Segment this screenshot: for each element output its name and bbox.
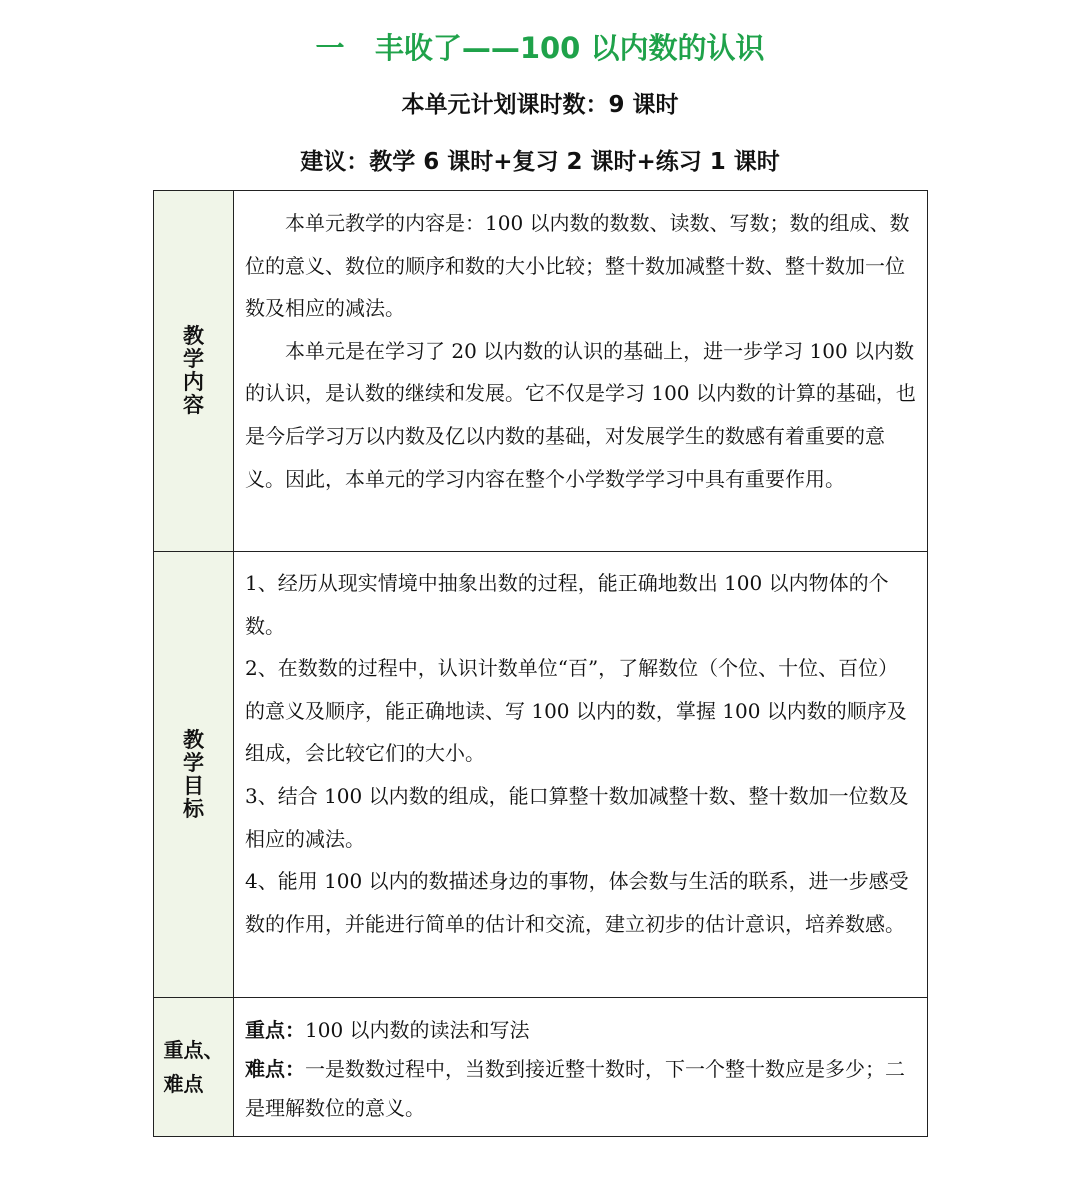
row-label-key-difficult [164, 1033, 224, 1101]
label-cell-keys [154, 998, 234, 1137]
goal-item-1: 1、经历从现实情境中抽象出数的过程，能正确地数出 100 以内物体的个数。 [245, 571, 889, 638]
keys-cell [234, 998, 928, 1137]
content-paragraph-1: 本单元教学的内容是：100 以内数的数数、读数、写数；数的组成、数位的意义、数位的顺序和数的大小比较；整十数加减整十数、整十数加一位数及相应的减法。 [245, 211, 910, 321]
difficulty-label: 难点： [245, 1057, 305, 1081]
goal-item-2: 2、在数数的过程中，认识计数单位“百”，了解数位（个位、十位、百位）的意义及顺序，能正确地读、写 100 以内的数，掌握 100 以内数的顺序及组成，会比较它们的大小。 [245, 656, 907, 766]
goal-item-3: 3、结合 100 以内数的组成，能口算整十数加减整十数、整十数加一位数及相应的减法。 [245, 783, 909, 851]
goal-item-4: 4、能用 100 以内的数描述身边的事物，体会数与生活的联系，进一步感受数的作用，并能进行简单的估计和交流，建立初步的估计意识，培养数感。 [245, 869, 909, 936]
table-row-content [154, 191, 928, 552]
content-paragraph-2: 本单元是在学习了 20 以内数的认识的基础上，进一步学习 100 以内数的认识，是认数的继续和发展。它不仅是学习 100 以内数的计算的基础，也是今后学习万以内数及亿以内数的基础，对发展学生的数感有着重要的意义。因此，本单元的学习内容在整个小学数学学习中具有重要作用。 [245, 338, 916, 491]
label-cell-goals [154, 552, 234, 998]
table-row-keys [154, 998, 928, 1137]
difficulty-text: 一是数数过程中，当数到接近整十数时，下一个整十数应是多少；二是理解数位的意义。 [245, 1057, 905, 1120]
plan-hours: 本单元计划课时数：9 课时 [401, 92, 679, 118]
goals-cell [234, 552, 928, 998]
teaching-plan-table [153, 190, 928, 1137]
table-row-goals [154, 552, 928, 998]
row-label-teaching-goals: 教学目标 [183, 727, 204, 821]
unit-title: 一 丰收了——100 以内数的认识 [315, 31, 765, 65]
content-cell [234, 191, 928, 552]
label-cell-content [154, 191, 234, 552]
row-label-teaching-content: 教学内容 [183, 324, 204, 417]
hours-suggestion: 建议：教学 6 课时+复习 2 课时+练习 1 课时 [300, 149, 780, 175]
key-point-line [245, 1011, 918, 1050]
row-label-key-line: 重点、 [163, 1038, 224, 1062]
key-point-label: 重点： [245, 1018, 305, 1042]
difficulty-line [245, 1050, 918, 1128]
row-label-difficult-line: 难点 [163, 1072, 204, 1096]
key-point-text: 100 以内数的读法和写法 [305, 1018, 530, 1042]
